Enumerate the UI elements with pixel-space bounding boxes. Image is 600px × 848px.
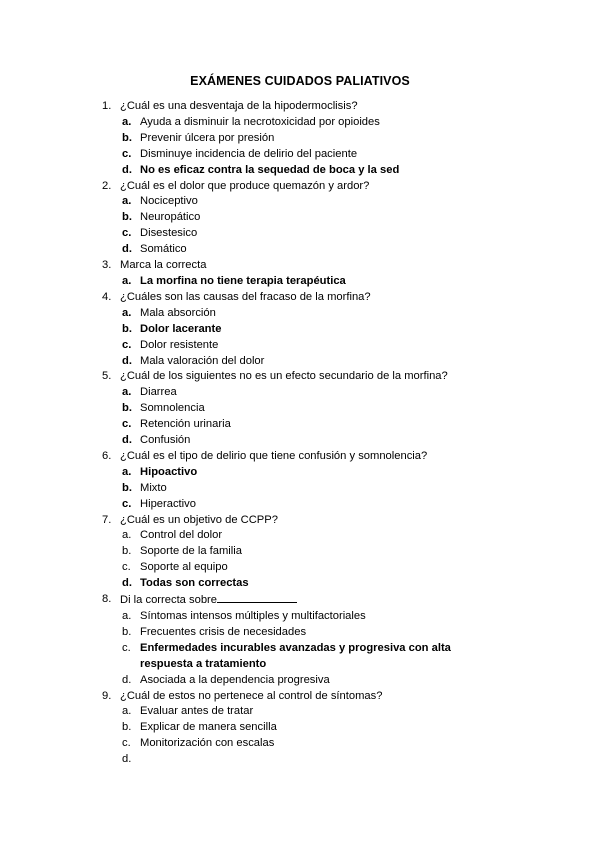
option-text: La morfina no tiene terapia terapéutica xyxy=(140,274,346,287)
question-text: ¿Cuál es una desventaja de la hipodermoclisis? xyxy=(120,100,358,112)
option-letter: a. xyxy=(122,274,132,287)
question-5 xyxy=(0,369,600,449)
option-letter: a. xyxy=(122,195,132,208)
option-text: Mixto xyxy=(140,481,167,494)
option-text: Dolor lacerante xyxy=(140,322,222,335)
option-list xyxy=(0,704,600,768)
question-list xyxy=(0,99,600,768)
option-letter: b. xyxy=(122,402,132,415)
question-text: ¿Cuál es el dolor que produce quemazón y ardor? xyxy=(120,179,370,192)
option-letter: b. xyxy=(122,625,132,638)
option-9a xyxy=(0,704,600,720)
question-number: 2. xyxy=(102,179,112,192)
option-text: Confusión xyxy=(140,434,191,447)
option-list xyxy=(0,385,600,449)
question-9 xyxy=(0,689,600,769)
question-2 xyxy=(0,179,600,259)
option-2b xyxy=(0,210,600,226)
option-text: Enfermedades incurables avanzadas y progresiva con alta respuesta a tratamiento xyxy=(140,641,451,670)
option-letter: d. xyxy=(122,354,132,367)
option-text: Retención urinaria xyxy=(140,418,231,431)
option-letter: c. xyxy=(122,418,132,431)
option-text: Hipoactivo xyxy=(140,465,198,478)
option-text: Mala absorción xyxy=(140,306,216,319)
option-text: Frecuentes crisis de necesidades xyxy=(140,625,307,638)
option-text: Evaluar antes de tratar xyxy=(140,705,254,718)
question-4 xyxy=(0,290,600,370)
option-1a xyxy=(0,115,600,131)
option-text: Disminuye incidencia de delirio del paciente xyxy=(140,147,358,160)
option-text: Diarrea xyxy=(140,386,177,399)
option-text: Neuropático xyxy=(140,211,201,224)
option-9c xyxy=(0,736,600,752)
option-1c xyxy=(0,147,600,163)
option-text: Somnolencia xyxy=(140,402,205,415)
option-text: Somático xyxy=(140,243,187,256)
question-1 xyxy=(0,99,600,179)
option-7a xyxy=(0,528,600,544)
option-list xyxy=(0,115,600,179)
option-8a xyxy=(0,609,600,625)
option-letter: c. xyxy=(122,227,132,240)
option-text: Soporte al equipo xyxy=(140,561,228,574)
option-text: Nociceptivo xyxy=(140,195,198,208)
question-7 xyxy=(0,513,600,593)
option-4a xyxy=(0,306,600,322)
question-number: 6. xyxy=(102,449,112,462)
option-7d-answer xyxy=(0,576,600,592)
option-letter: b. xyxy=(122,211,132,224)
option-text: No es eficaz contra la sequedad de boca y la sed xyxy=(140,163,400,176)
question-number: 9. xyxy=(102,689,112,702)
option-letter: d. xyxy=(122,243,132,256)
question-6 xyxy=(0,449,600,513)
option-text: Ayuda a disminuir la necrotoxicidad por opioides xyxy=(140,115,380,128)
option-text: Mala valoración del dolor xyxy=(140,354,265,367)
question-text: ¿Cuál es el tipo de delirio que tiene confusión y somnolencia? xyxy=(120,449,428,462)
option-text: Prevenir úlcera por presión xyxy=(140,131,275,144)
option-letter: a. xyxy=(122,529,132,542)
option-list xyxy=(0,528,600,592)
option-4d xyxy=(0,354,600,370)
option-text: Explicar de manera sencilla xyxy=(140,721,277,734)
option-letter: b. xyxy=(122,721,132,734)
option-letter: a. xyxy=(122,465,132,478)
option-letter: a. xyxy=(122,610,132,622)
option-letter: b. xyxy=(122,481,132,494)
option-letter: b. xyxy=(122,545,132,558)
option-4b-answer xyxy=(0,322,600,338)
option-7b xyxy=(0,544,600,560)
option-6b xyxy=(0,481,600,497)
question-number: 5. xyxy=(102,370,112,383)
option-letter: d. xyxy=(122,673,132,686)
option-5d xyxy=(0,433,600,449)
question-text: Di la correcta sobre xyxy=(120,594,217,607)
option-text: Monitorización con escalas xyxy=(140,737,275,750)
option-text: Síntomas intensos múltiples y multifactoriales xyxy=(140,610,366,622)
option-letter: c. xyxy=(122,147,132,160)
option-list xyxy=(0,274,600,290)
option-text xyxy=(140,752,500,768)
option-text: Asociada a la dependencia progresiva xyxy=(140,673,330,686)
option-5c xyxy=(0,417,600,433)
option-letter: d. xyxy=(122,163,132,176)
option-4c xyxy=(0,338,600,354)
option-list xyxy=(0,306,600,370)
option-letter: d. xyxy=(122,753,132,766)
option-list xyxy=(0,194,600,258)
option-2d xyxy=(0,242,600,258)
option-letter: d. xyxy=(122,577,132,590)
option-letter: c. xyxy=(122,737,131,750)
option-letter: b. xyxy=(122,322,132,335)
question-number: 1. xyxy=(102,100,112,112)
option-letter: b. xyxy=(122,131,132,144)
option-text: Soporte de la familia xyxy=(140,545,242,558)
option-7c xyxy=(0,560,600,576)
question-number: 7. xyxy=(102,513,112,526)
option-text: Control del dolor xyxy=(140,529,223,542)
exam-title: EXÁMENES CUIDADOS PALIATIVOS xyxy=(190,74,410,88)
question-text: ¿Cuál es un objetivo de CCPP? xyxy=(120,513,278,526)
option-2a xyxy=(0,194,600,210)
option-6a-answer xyxy=(0,465,600,481)
option-6c xyxy=(0,497,600,513)
question-number: 4. xyxy=(102,290,112,303)
option-list xyxy=(0,609,600,689)
option-5a xyxy=(0,385,600,401)
option-5b xyxy=(0,401,600,417)
question-text: ¿Cuáles son las causas del fracaso de la morfina? xyxy=(120,290,371,303)
option-text: Disestesico xyxy=(140,227,198,240)
option-1b xyxy=(0,131,600,147)
question-text: ¿Cuál de los siguientes no es un efecto secundario de la morfina? xyxy=(120,370,448,383)
option-letter: a. xyxy=(122,306,132,319)
fill-in-blank-line xyxy=(217,592,297,603)
option-text: Dolor resistente xyxy=(140,338,219,351)
question-8 xyxy=(0,592,600,688)
option-letter: c. xyxy=(122,561,131,574)
option-3a-answer xyxy=(0,274,600,290)
question-text: ¿Cuál de estos no pertenece al control de síntomas? xyxy=(120,689,383,702)
question-number: 8. xyxy=(102,593,112,606)
option-8c-answer xyxy=(0,641,600,673)
option-2c xyxy=(0,226,600,242)
question-3 xyxy=(0,258,600,290)
option-text: Todas son correctas xyxy=(140,577,249,590)
option-letter: a. xyxy=(122,705,132,718)
option-8b xyxy=(0,625,600,641)
question-text: Marca la correcta xyxy=(120,259,207,272)
question-number: 3. xyxy=(102,259,112,272)
option-letter: a. xyxy=(122,386,132,399)
option-list xyxy=(0,465,600,513)
option-text: Hiperactivo xyxy=(140,497,196,510)
option-letter: c. xyxy=(122,338,132,351)
question-text-wrapper xyxy=(120,592,600,609)
option-letter: c. xyxy=(122,641,131,654)
option-letter: d. xyxy=(122,434,132,447)
option-letter: a. xyxy=(122,115,132,128)
option-letter: c. xyxy=(122,497,132,510)
option-1d-answer xyxy=(0,163,600,179)
option-9b xyxy=(0,720,600,736)
option-9d xyxy=(0,752,600,768)
option-8d xyxy=(0,673,600,689)
